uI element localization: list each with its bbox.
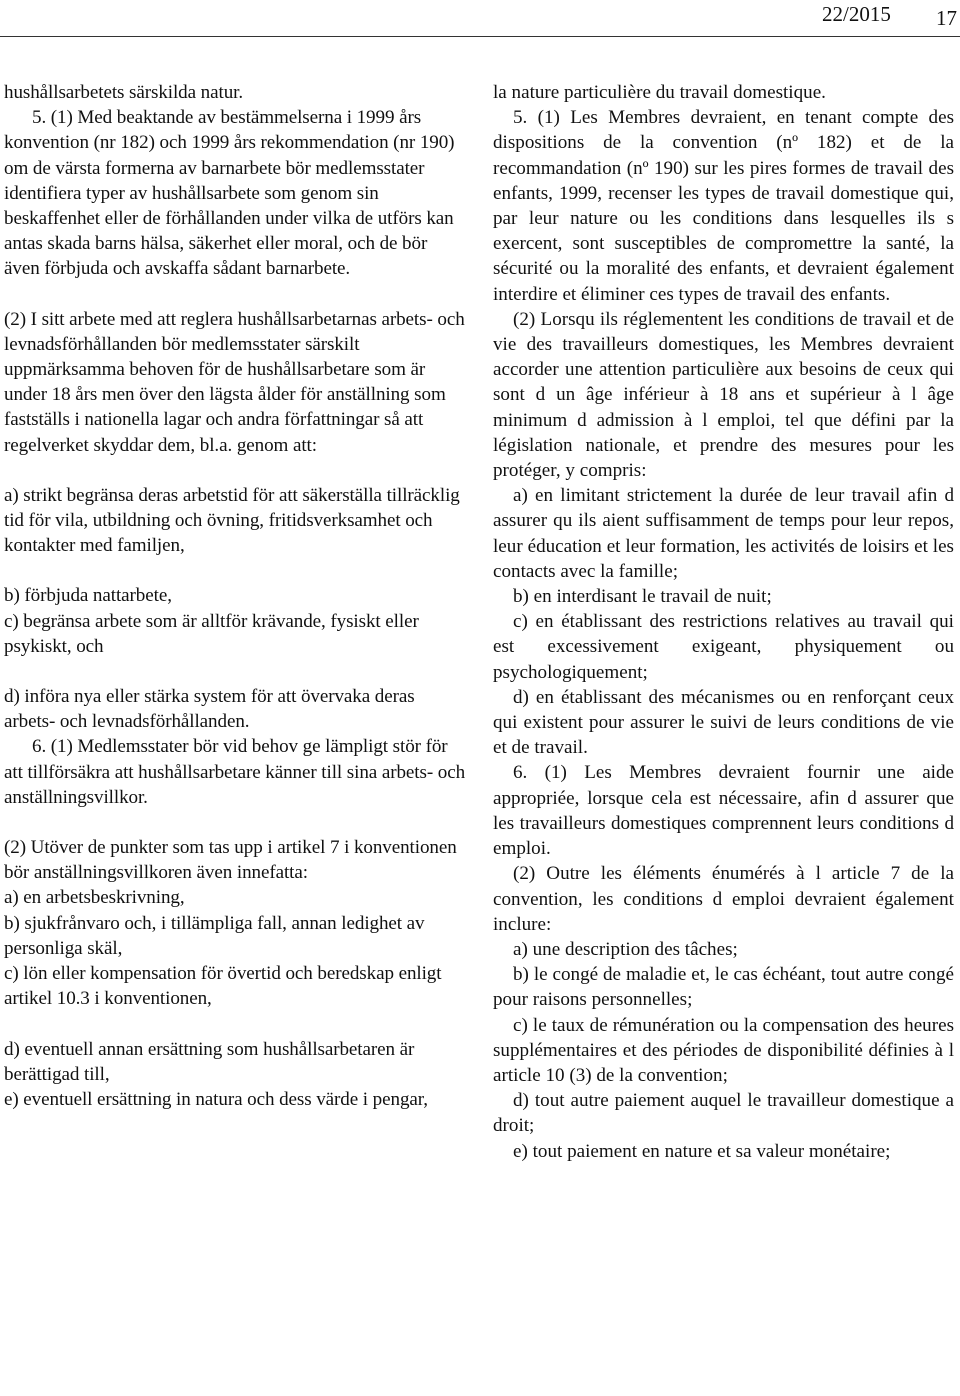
sv-paragraph: (2) I sitt arbete med att reglera hushållsarbetarnas arbets- och levnadsförhållanden bör medlemsstater särskilt uppmärksamma behoven för de hushållsarbetare som är under 18 års men över den lägsta ålder för anställning som fastställs i nationella lagar och andra författningar så att regelverket skyddar dem, bl.a. genom att: [4,308,465,456]
fr-paragraph: la nature particulière du travail domestique. [493,82,826,103]
sv-paragraph: e) eventuell ersättning in natura och dess värde i pengar, [4,1088,428,1110]
fr-paragraph: d) en établissant des mécanismes ou en renforçant ceux qui existent pour assurer le suivi de leurs conditions de vie et de travail. [493,686,954,759]
fr-paragraph: a) en limitant strictement la durée de leur travail afin d assurer qu ils aient suffisamment de temps pour leur repos, leur éducation et leur formation, les activités de loisirs et les contacts avec la famille; [493,485,954,582]
issue-number: 22/2015 [822,2,891,26]
sv-paragraph: (2) Utöver de punkter som tas upp i artikel 7 i konventionen bör anställningsvillkoren även innefatta: [4,837,457,884]
sv-paragraph: 5. (1) Med beaktande av bestämmelserna i 1999 års konvention (nr 182) och 1999 års rekommendation (nr 190) om de värsta formerna av barnarbete bör medlemsstater identifiera typer av hushållsarbete som genom sin beskaffenhet eller de förhållanden under vilka de utförs kan antas skada barns hälsa, säkerhet eller moral, och de bör även förbjuda och avskaffa sådant barnarbete. [4,107,455,280]
sv-paragraph: c) lön eller kompensation för övertid och beredskap enligt artikel 10.3 i konventionen, [4,963,442,1010]
fr-paragraph: e) tout paiement en nature et sa valeur monétaire; [513,1140,891,1162]
fr-paragraph: d) tout autre paiement auquel le travailleur domestique a droit; [493,1090,954,1137]
sv-paragraph: c) begränsa arbete som är alltför krävande, fysiskt eller psykiskt, och [4,610,419,657]
fr-paragraph: (2) Outre les éléments énumérés à l article 7 de la convention, les conditions d emploi devraient également inclure: [493,863,954,935]
page-header [0,0,960,40]
swedish-column [4,80,466,1112]
fr-paragraph: b) en interdisant le travail de nuit; [513,586,772,608]
sv-paragraph: hushållsarbetets särskilda natur. [4,82,244,103]
fr-paragraph: 5. (1) Les Membres devraient, en tenant compte des dispositions de la convention (nº 182) et de la recommandation (nº 190) sur les pires formes de travail des enfants, 1999, recenser les types de travail domestique qui, par leur nature ou les conditions dans lesquelles ils s exercent, sont susceptibles de compromettre la santé, la sécurité ou la moralité des enfants, et devraient également interdire et éliminer ces types de travail des enfants. [493,107,954,305]
page-number: 17 [936,6,957,30]
fr-paragraph: 6. (1) Les Membres devraient fournir une aide appropriée, lorsque cela est nécessaire, afin d assurer que les travailleurs domestiques comprennent leurs conditions d emploi. [493,762,954,860]
sv-paragraph: 6. (1) Medlemsstater bör vid behov ge lämpligt stör för att tillförsäkra att hushållsarbetare känner till sina arbets- och anställningsvillkor. [4,736,466,808]
sv-paragraph: a) strikt begränsa deras arbetstid för att säkerställa tillräcklig tid för vila, utbildning och övning, fritidsverksamhet och kontakter med familjen, [4,484,460,557]
sv-paragraph: b) sjukfrånvaro och, i tillämpliga fall, annan ledighet av personliga skäl, [4,912,425,959]
fr-paragraph: c) le taux de rémunération ou la compensation des heures supplémentaires et des périodes de disponibilité définies à l article 10 (3) de la convention; [493,1014,954,1086]
french-column [493,80,954,1164]
header-rule [0,36,960,37]
sv-paragraph: d) införa nya eller stärka system för att övervaka deras arbets- och levnadsförhållanden. [4,686,415,733]
fr-paragraph: b) le congé de maladie et, le cas échéant, tout autre congé pour raisons personnelles; [493,964,954,1011]
fr-paragraph: a) une description des tâches; [513,938,738,960]
fr-paragraph: c) en établissant des restrictions relatives au travail qui est excessivement exigeant, physiquement ou psychologiquement; [493,611,954,683]
fr-paragraph: (2) Lorsqu ils réglementent les conditions de travail et de vie des travailleurs domestiques, les Membres devraient accorder une attention particulière aux besoins de ceux qui sont d un âge inférieur à 18 ans et supérieur à l âge minimum d admission à l emploi, tel que défini par la législation nationale, et prendre des mesures pour les protéger, y compris: [493,308,954,482]
sv-paragraph: b) förbjuda nattarbete, [4,585,172,607]
sv-paragraph: a) en arbetsbeskrivning, [4,887,185,909]
sv-paragraph: d) eventuell annan ersättning som hushållsarbetaren är berättigad till, [4,1038,415,1085]
